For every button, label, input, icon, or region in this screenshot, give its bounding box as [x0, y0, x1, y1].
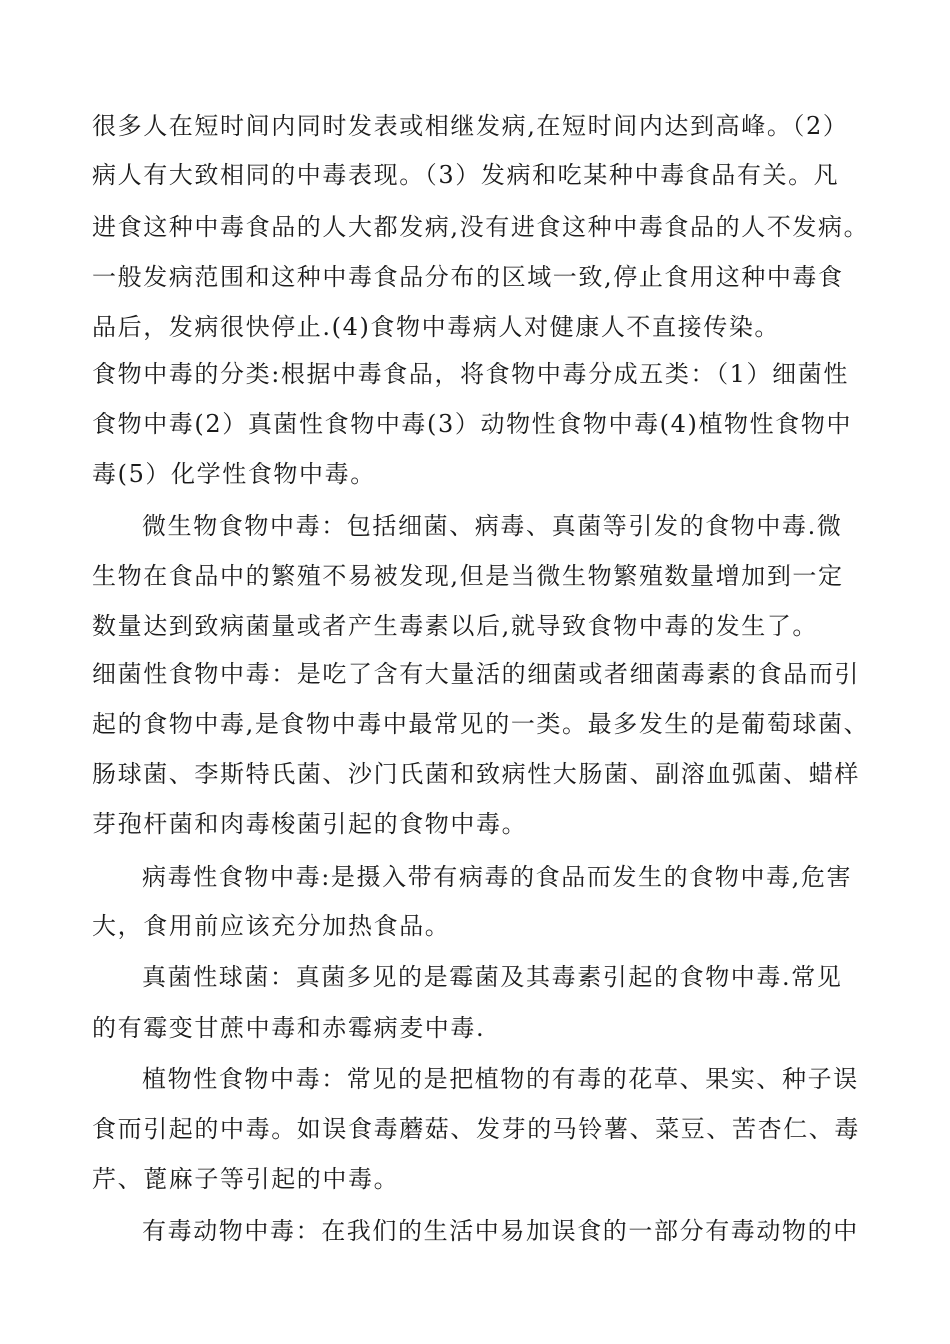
text-line: 大，食用前应该充分加热食品。 — [92, 912, 451, 940]
text-line: 生物在食品中的繁殖不易被发现,但是当微生物繁殖数量增加到一定 — [92, 562, 844, 590]
text-line: 微生物食物中毒：包括细菌、病毒、真菌等引发的食物中毒.微 — [142, 512, 843, 540]
text-line: 芹、蓖麻子等引起的中毒。 — [92, 1165, 400, 1193]
text-line: 肠球菌、李斯特氏菌、沙门氏菌和致病性大肠菌、副溶血弧菌、蜡样 — [92, 760, 860, 788]
text-line: 毒(5）化学性食物中毒。 — [92, 460, 376, 488]
text-line: 植物性食物中毒：常见的是把植物的有毒的花草、果实、种子误 — [142, 1065, 859, 1093]
text-line: 芽孢杆菌和肉毒梭菌引起的食物中毒。 — [92, 810, 528, 838]
text-line: 一般发病范围和这种中毒食品分布的区域一致,停止食用这种中毒食 — [92, 263, 844, 291]
text-line: 很多人在短时间内同时发表或相继发病,在短时间内达到高峰。（2） — [92, 112, 849, 140]
text-line: 起的食物中毒,是食物中毒中最常见的一类。最多发生的是葡萄球菌、 — [92, 710, 870, 738]
text-line: 品后，发病很快停止.(4)食物中毒病人对健康人不直接传染。 — [92, 313, 781, 341]
text-line: 的有霉变甘蔗中毒和赤霉病麦中毒. — [92, 1014, 486, 1042]
text-line: 数量达到致病菌量或者产生毒素以后,就导致食物中毒的发生了。 — [92, 612, 819, 640]
text-line: 食而引起的中毒。如误食毒蘑菇、发芽的马铃薯、菜豆、苦杏仁、毒 — [92, 1115, 860, 1143]
text-line: 进食这种中毒食品的人大都发病,没有进食这种中毒食品的人不发病。 — [92, 213, 870, 241]
text-line: 食物中毒的分类:根据中毒食品，将食物中毒分成五类：（1）细菌性 — [92, 360, 849, 388]
text-line: 食物中毒(2）真菌性食物中毒(3）动物性食物中毒(4)植物性食物中 — [92, 410, 853, 438]
text-line: 真菌性球菌：真菌多见的是霉菌及其毒素引起的食物中毒.常见 — [142, 963, 843, 991]
text-line: 有毒动物中毒：在我们的生活中易加误食的一部分有毒动物的中 — [142, 1217, 859, 1245]
text-line: 病人有大致相同的中毒表现。（3）发病和吃某种中毒食品有关。凡 — [92, 161, 840, 189]
text-line: 病毒性食物中毒:是摄入带有病毒的食品而发生的食物中毒,危害 — [142, 863, 853, 891]
text-line: 细菌性食物中毒：是吃了含有大量活的细菌或者细菌毒素的食品而引 — [92, 660, 860, 688]
